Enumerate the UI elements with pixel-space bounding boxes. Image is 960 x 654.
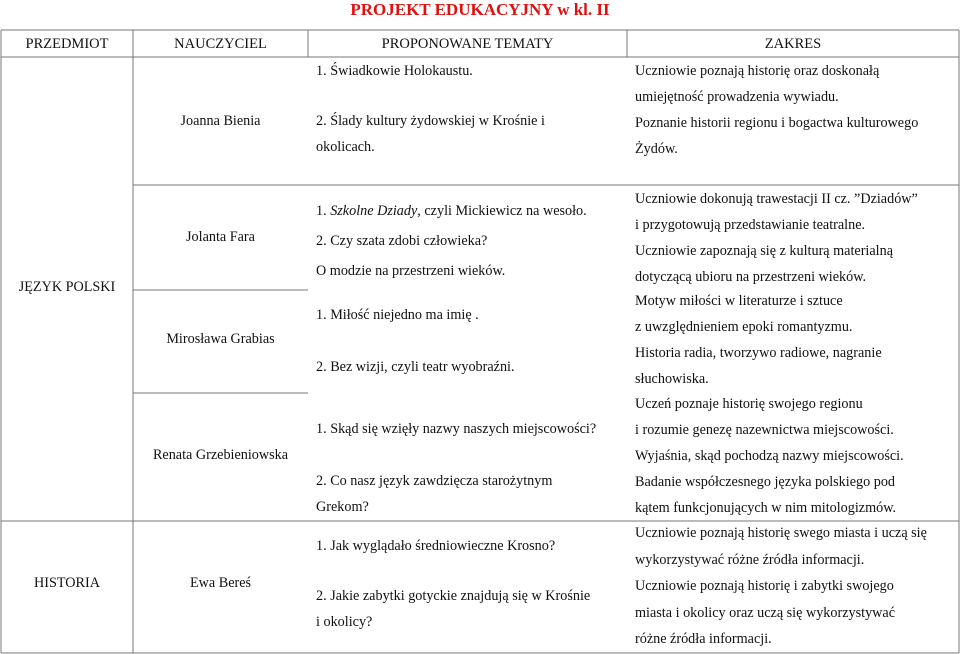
scope-line: wykorzystywać różne źródła informacji. <box>635 551 865 568</box>
scope-line: Uczeń poznaje historię swojego regionu <box>635 396 863 412</box>
subject-history: HISTORIA <box>34 575 100 591</box>
scope-line: Uczniowie poznają historię i zabytki swojego <box>635 578 894 594</box>
topic-line: 1. Skąd się wzięły nazwy naszych miejscowości? <box>316 421 597 437</box>
scope-list <box>635 391 904 521</box>
topic-italic-title: Szkolne Dziady <box>330 203 418 219</box>
topic-list <box>316 196 587 286</box>
scope-line: Historia radia, tworzywo radiowe, nagranie <box>635 345 882 361</box>
topic-line: i okolicy? <box>316 614 373 630</box>
scope-list <box>635 58 918 162</box>
scope-list <box>635 520 927 653</box>
header-subject: PRZEDMIOT <box>25 36 109 52</box>
topic-list <box>316 416 596 520</box>
header-scope: ZAKRES <box>764 36 822 52</box>
topic-line: 1. Miłość niejedno ma imię . <box>316 307 479 323</box>
header-topics: PROPONOWANE TEMATY <box>381 36 554 52</box>
scope-line: i przygotowują przedstawianie teatralne. <box>635 217 866 233</box>
subject-polish: JĘZYK POLSKI <box>18 279 116 295</box>
topic-line: 2. Bez wizji, czyli teatr wyobraźni. <box>316 359 515 375</box>
scope-line: z uwzględnieniem epoki romantyzmu. <box>635 319 853 335</box>
teacher-name: Ewa Bereś <box>189 575 252 591</box>
teacher-name: Jolanta Fara <box>186 229 255 245</box>
topic-list <box>316 302 515 380</box>
topic-line: Grekom? <box>316 499 369 515</box>
topic-list <box>316 533 590 635</box>
page-title: PROJEKT EDUKACYJNY w kl. II <box>350 0 610 19</box>
scope-line: Uczniowie zapoznają się z kulturą materialną <box>635 243 894 259</box>
scope-line: i rozumie genezę nazewnictwa miejscowości. <box>635 422 894 438</box>
scope-line: miasta i okolicy oraz uczą się wykorzystywać <box>635 604 896 621</box>
teacher-name: Mirosława Grabias <box>166 331 275 347</box>
scope-line: Uczniowie dokonują trawestacji II cz. ”Dziadów” <box>635 191 918 207</box>
topic-line: 2. Co nasz język zawdzięcza starożytnym <box>316 473 553 489</box>
scope-line: różne źródła informacji. <box>635 631 772 647</box>
teacher-name: Renata Grzebieniowska <box>152 447 289 463</box>
topic-line: 1. Jak wyglądało średniowieczne Krosno? <box>316 538 556 554</box>
scope-list <box>635 288 882 392</box>
topic-line: 2. Ślady kultury żydowskiej w Krośnie i <box>316 113 545 129</box>
topic-line: O modzie na przestrzeni wieków. <box>316 263 506 279</box>
scope-line: Badanie współczesnego języka polskiego pod <box>635 474 896 490</box>
scope-line: kątem funkcjonujących w nim mitologizmów. <box>635 500 897 516</box>
topic-line: 1. Szkolne Dziady, czyli Mickiewicz na wesoło. <box>316 203 587 219</box>
scope-line: słuchowiska. <box>635 371 709 387</box>
scope-line: Motyw miłości w literaturze i sztuce <box>635 293 843 309</box>
scope-list <box>635 186 918 290</box>
scope-line: Żydów. <box>635 141 678 157</box>
topic-list <box>316 58 545 160</box>
scope-line: umiejętność prowadzenia wywiadu. <box>635 89 839 105</box>
scope-line: Uczniowie poznają historię oraz doskonałą <box>635 63 880 79</box>
topic-line: 1. Świadkowie Holokaustu. <box>316 63 473 79</box>
topic-line: okolicach. <box>316 139 375 155</box>
topic-line: 2. Jakie zabytki gotyckie znajdują się w Krośnie <box>316 588 591 604</box>
scope-line: dotyczącą ubioru na przestrzeni wieków. <box>635 269 867 285</box>
teacher-name: Joanna Bienia <box>180 113 261 129</box>
scope-line: Poznanie historii regionu i bogactwa kulturowego <box>635 115 919 131</box>
scope-line: Uczniowie poznają historię swego miasta i uczą się <box>635 525 927 541</box>
topic-line: 2. Czy szata zdobi człowieka? <box>316 233 488 249</box>
scope-line: Wyjaśnia, skąd pochodzą nazwy miejscowości. <box>635 448 904 464</box>
header-teacher: NAUCZYCIEL <box>174 36 267 52</box>
